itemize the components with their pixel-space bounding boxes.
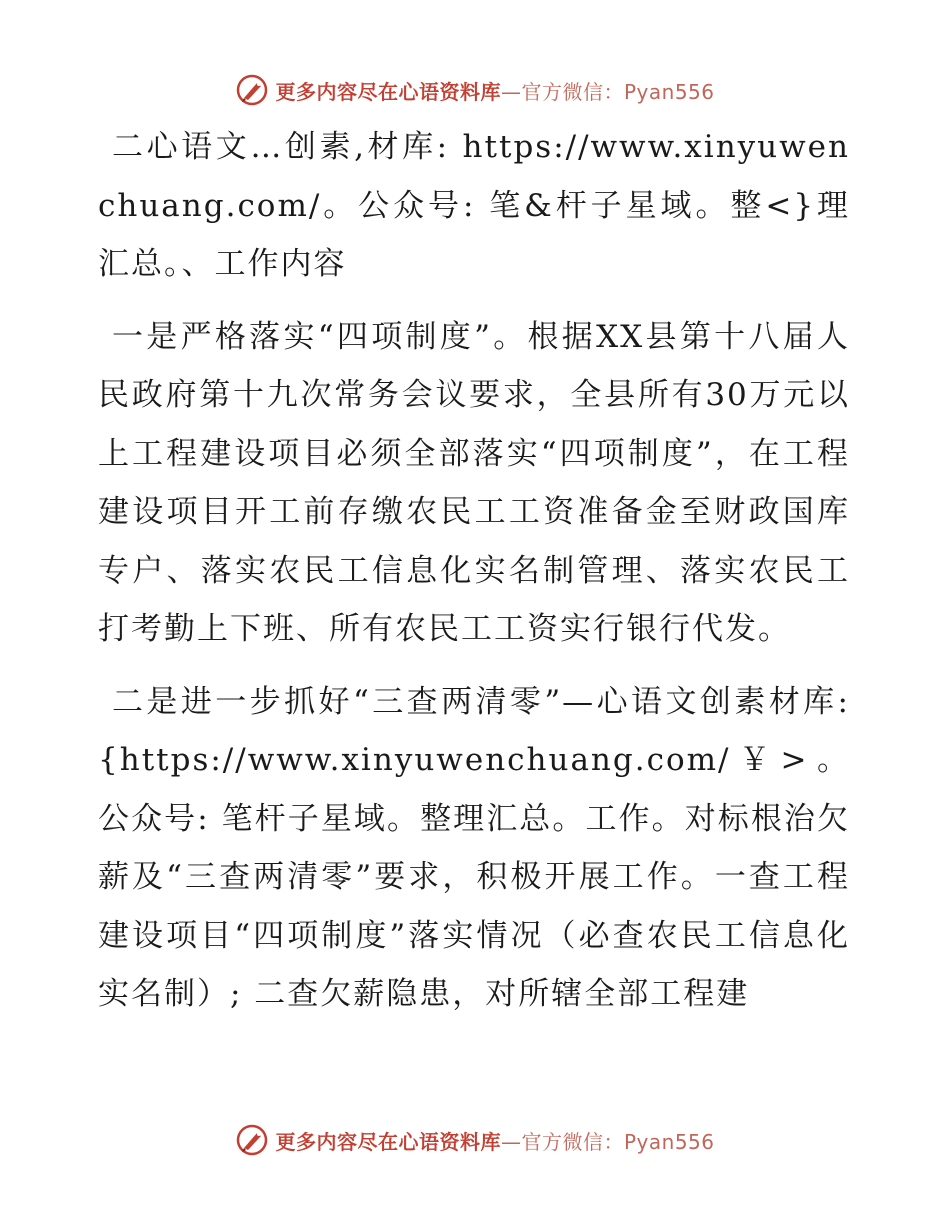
paragraph-intro: 二心语文…创素,材库: https://www.xinyuwenchuang.com/。公众号: 笔&杆子星域。整<}理汇总。、工作内容 xyxy=(98,129,850,282)
header-banner xyxy=(0,70,950,110)
banner-main-text: 更多内容尽在心语资料库 xyxy=(275,79,501,104)
banner-official-label: 官方微信： xyxy=(521,1129,624,1154)
banner-main-text: 更多内容尽在心语资料库 xyxy=(275,1129,501,1154)
banner-inner xyxy=(235,73,714,107)
banner-dash: — xyxy=(500,1129,522,1154)
banner-official-label: 官方微信： xyxy=(521,79,624,104)
pen-logo-icon xyxy=(235,73,269,107)
paragraph-three-checks: 二是进一步抓好“三查两清零”—心语文创素材库: {https://www.xinyuwenchuang.com/￥>。公众号: 笔杆子星域。整理汇总。工作。对标根治欠薪及“三查两清零”要求，积极开展工作。一查工程建设项目“四项制度”落实情况（必查农民工信息化实名制）; 二查欠薪隐患，对所辖全部工程建 xyxy=(98,683,850,1012)
banner-account: Pyan556 xyxy=(623,1129,715,1154)
paragraph-four-systems: 一是严格落实“四项制度”。根据XX县第十八届人民政府第十九次常务会议要求，全县所有30万元以上工程建设项目必须全部落实“四项制度”，在工程建设项目开工前存缴农民工工资准备金至财政国库专户、落实农民工信息化实名制管理、落实农民工打考勤上下班、所有农民工工资实行银行代发。 xyxy=(98,318,850,647)
document-body xyxy=(98,118,850,1038)
banner-text xyxy=(275,76,714,105)
banner-text xyxy=(275,1126,714,1155)
footer-banner xyxy=(0,1120,950,1160)
pen-logo-icon xyxy=(235,1123,269,1157)
banner-dash: — xyxy=(500,79,522,104)
banner-inner xyxy=(235,1123,714,1157)
banner-account: Pyan556 xyxy=(623,79,715,104)
